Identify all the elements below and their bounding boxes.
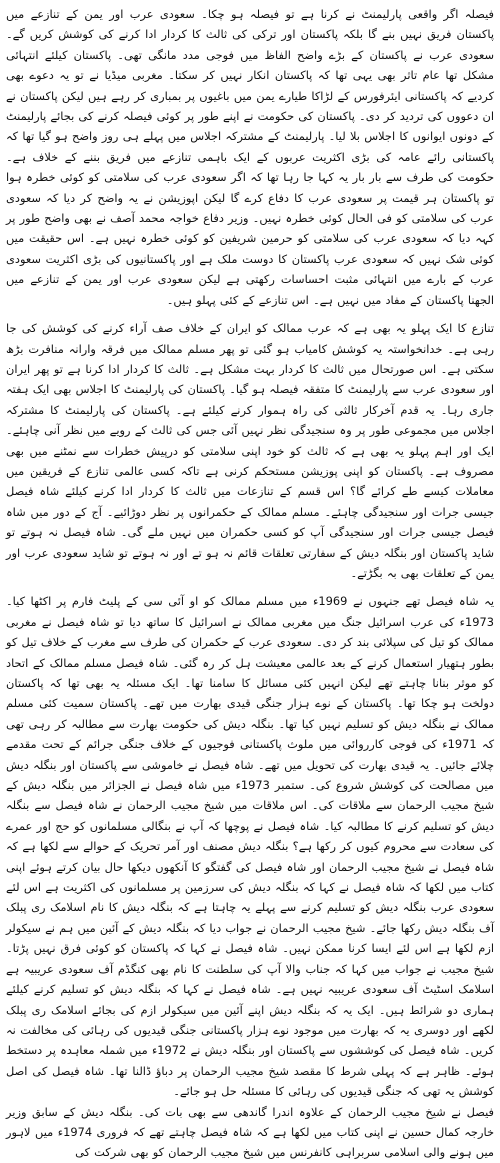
paragraph-spacer	[6, 310, 494, 318]
article-paragraph-2: تنازع کا ایک پہلو یہ بھی ہے کہ عرب ممالک کو ایران کے خلاف صف آراء کرنے کی کوشش کی جا رہی ہے۔ خدانخواستہ یہ کوشش کامیاب ہو گئی تو پھر مسلم ممالک میں فرقہ وارانہ منافرت بڑھ سکتی ہے۔ اس صورتحال میں ثالث کا کردار بہت مشکل ہے۔ ثالث کا کردار ادا کرنا ہے تو پھر ایران اور سعودی عرب سے پارلیمنٹ کا متفقہ فیصلہ ہو گیا۔ پاکستان کی پارلیمنٹ کا اجلاس بھی ایک ہفتہ جاری رہا۔ یہ قدم آخرکار ثالثی کی راہ ہموار کرنے کیلئے ہے۔ پاکستان کی پارلیمنٹ کا مشترکہ اجلاس میں مجموعی طور پر وہ سنجیدگی نظر نہیں آئی جس کی ثالث کے رویے میں نظر آنی چاہئے۔ ایک اور اہم پہلو یہ بھی ہے کہ ثالث کو خود اپنی سلامتی کو درپیش خطرات سے نمٹنے میں بھی مصروف ہے۔ پاکستان کو اپنی پوزیشن مستحکم کرنی ہے تاکہ کسی عالمی تنازع کے فریقین میں معاملات کیسے طے کرائے گا؟ اس قسم کے تنازعات میں ثالث کا کردار ادا کرنے کیلئے شاہ فیصل جیسی جرات اور سنجیدگی چاہئے۔ مسلم ممالک کے حکمرانوں پر نظر دوڑائیے۔ آج کے دور میں شاہ فیصل جیسی جرات اور سنجیدگی آپ کو کسی حکمران میں نہیں ملے گی۔ شاہ فیصل نہ ہوتے تو شاید پاکستان اور بنگلہ دیش کے سفارتی تعلقات قائم نہ ہو تے اور نہ ہوتے تو شاید سعودی عرب اور یمن کے تعلقات بھی بہ بگڑتے۔	[6, 321, 494, 580]
paragraph-spacer	[6, 583, 494, 591]
article-paragraph-4: فیصل نے شیخ مجیب الرحمان کے علاوہ اندرا گاندھی سے بھی بات کی۔ بنگلہ دیش کے سابق وزیر خارجہ کمال حسین نے اپنی کتاب میں لکھا ہے کہ شاہ فیصل چاہتے تھے کہ فروری 1974ء میں لاہور میں ہونے والی اسلامی سربراہی کانفرنس میں شیخ مجیب الرحمان کو بھی شرکت کی	[6, 1104, 494, 1160]
article-paragraph-3: یہ شاہ فیصل تھے جنہوں نے 1969ء میں مسلم ممالک کو او آئی سی کے پلیٹ فارم پر اکٹھا کیا۔ 1973ء کی عرب اسرائیل جنگ میں مغربی ممالک نے اسرائیل کا ساتھ دیا تو شاہ فیصل نے مغربی ممالک کو تیل کی سپلائی بند کر دی۔ سعودی عرب کے حکمران کی طرف سے مغرب کے خلاف تیل کو بطور ہتھیار استعمال کرنے کے بعد عالمی معیشت ہل کر رہ گئی۔ شاہ فیصل مسلم ممالک کے اتحاد کو موثر بنانا چاہتے تھے لیکن انہیں کئی مسائل کا سامنا تھا۔ ایک مسئلہ یہ بھی تھا کہ پاکستان دولخت ہو چکا تھا۔ پاکستان کے نوے ہزار جنگی قیدی بھارت میں تھے۔ پاکستان سمیت کئی مسلم ممالک نے بنگلہ دیش کو تسلیم نہیں کیا تھا۔ بنگلہ دیش کی حکومت بھارت سے مطالبہ کر رہی تھی کہ 1971ء کی فوجی کارروائی میں ملوث پاکستانی فوجیوں کے خلاف جنگی جرائم کے تحت مقدمے چلائے جائیں۔ یہ قیدی بھارت کی تحویل میں تھے۔ شاہ فیصل نے خاموشی سے پاکستان اور بنگلہ دیش میں مصالحت کی کوشش شروع کی۔ ستمبر 1973ء میں شاہ فیصل نے الجزائر میں بنگلہ دیش کے شیخ مجیب الرحمان سے ملاقات کی۔ اس ملاقات میں شیخ مجیب الرحمان نے شاہ فیصل سے بنگلہ دیش کو تسلیم کرنے کا مطالبہ کیا۔ شاہ فیصل نے پوچھا کہ آپ نے بنگالی مسلمانوں کو حج اور عمرے کی سعادت سے محروم کیوں کر رکھا ہے؟ بنگلہ دیش مصنف اور آمر تحریک کے حوالے سے لکھا ہے کہ شاہ فیصل نے شیخ مجیب الرحمان اور شاہ فیصل کی گفتگو کا آنکھوں دیکھا حال بیان کرتے ہوئے اپنی کتاب میں لکھا کہ شاہ فیصل نے کہا کہ بنگلہ دیش کی سرزمین پر مسلمانوں کی اکثریت ہے اس لئے سعودی عرب بنگلہ دیش کو تسلیم کرنے سے پہلے یہ چاہتا ہے کہ بنگلہ دیش کا نام اسلامک ری پبلک آف بنگلہ دیش رکھا جائے۔ شیخ مجیب الرحمان نے جواب دیا کہ بنگلہ دیش کے آئین میں ہم نے سیکولر ازم لکھا ہے اس لئے ایسا کرنا ممکن نہیں۔ شاہ فیصل نے کہا کہ پاکستان کو کوئی فرق نہیں پڑتا۔ شیخ مجیب نے جواب میں کہا کہ جناب والا آپ کی سلطنت کا نام بھی کنگڈم آف سعودی عریبیہ ہے اسلامک اسٹیٹ آف سعودی عریبیہ نہیں ہے۔ شاہ فیصل نے کہا کہ بنگلہ دیش کو تسلیم کرنے کیلئے ہماری دو شرائط ہیں۔ ایک یہ کہ بنگلہ دیش اپنے آئین میں سیکولر ازم کی بجائے اسلامک ری پبلک لکھے اور دوسری یہ کہ بھارت میں موجود نوے ہزار پاکستانی جنگی قیدیوں کی رہائی کی مخالفت نہ کریں۔ شاہ فیصل کی کوششوں سے پاکستان اور بنگلہ دیش نے 1972ء میں شملہ معاہدہ پر دستخط ہوئے۔ ظاہر ہے کہ پہلی شرط کا مقصد شیخ مجیب الرحمان پر دباؤ ڈالنا تھا۔ شاہ فیصل کی اصل کوشش یہ تھی کہ جنگی قیدیوں کی رہائی کا مسئلہ حل ہو جائے۔	[6, 594, 495, 1099]
article-paragraph-1: فیصلہ اگر واقعی پارلیمنٹ نے کرنا ہے تو فیصلہ ہو چکا۔ سعودی عرب اور یمن کے تنازعے میں پاکستان فریق نہیں بنے گا بلکہ پاکستان اور ترکی کی ثالث کا کردار ادا کرنے کی کوشش کریں گے۔ سعودی عرب نے پاکستان کے بڑے واضح الفاظ میں فوجی مدد مانگی تھی۔ پاکستان کیلئے انتہائی مشکل تھا عام تاثر بھی یہی تھا کہ پاکستان انکار نہیں کر سکتا۔ مغربی میڈیا نے تو یہ دعوے بھی کردیے کہ پاکستانی ایئرفورس کے لڑاکا طیارے یمن میں باغیوں پر بمباری کر رہے ہیں لیکن پاکستان نے ان دعووں کی تردید کر دی۔ پاکستان کی حکومت نے اپنے طور پر کوئی فیصلہ کرنے کی بجائے پارلیمنٹ کے دونوں ایوانوں کا اجلاس بلا لیا۔ پارلیمنٹ کے مشترکہ اجلاس میں پہلے ہی روز واضح ہو گیا تھا کہ پاکستانی رائے عامہ کی بڑی اکثریت عربوں کے ایک باہمی تنازعے میں فریق بننے کے خلاف ہے۔ حکومت کی طرف سے بار بار یہ کہا جا رہا تھا کہ اگر سعودی عرب کی سلامتی کو کوئی خطرہ ہوا تو پاکستان ہر قیمت پر سعودی عرب کا دفاع کرے گا لیکن اپوزیشن نے یہ واضح کر دیا کہ سعودی عرب کی سلامتی کو فی الحال کوئی خطرہ نہیں۔ وزیر دفاع خواجہ محمد آصف نے بھی واضح طور پر کہہ دیا کہ سعودی عرب کی سلامتی کو حرمین شریفین کو کوئی خطرہ نہیں ہے۔ اس حقیقت میں کوئی شک نہیں کہ سعودی عرب پاکستان کا دوست ملک ہے اور پاکستانیوں کی بڑی اکثریت سعودی عرب کے بارے میں انتہائی مثبت احساسات رکھتی ہے لیکن سعودی عرب اور یمن کے تنازعے میں الجھنا پاکستان کے مفاد میں نہیں ہے۔ اس تنازعے کے کئی پہلو ہیں۔	[6, 7, 494, 307]
